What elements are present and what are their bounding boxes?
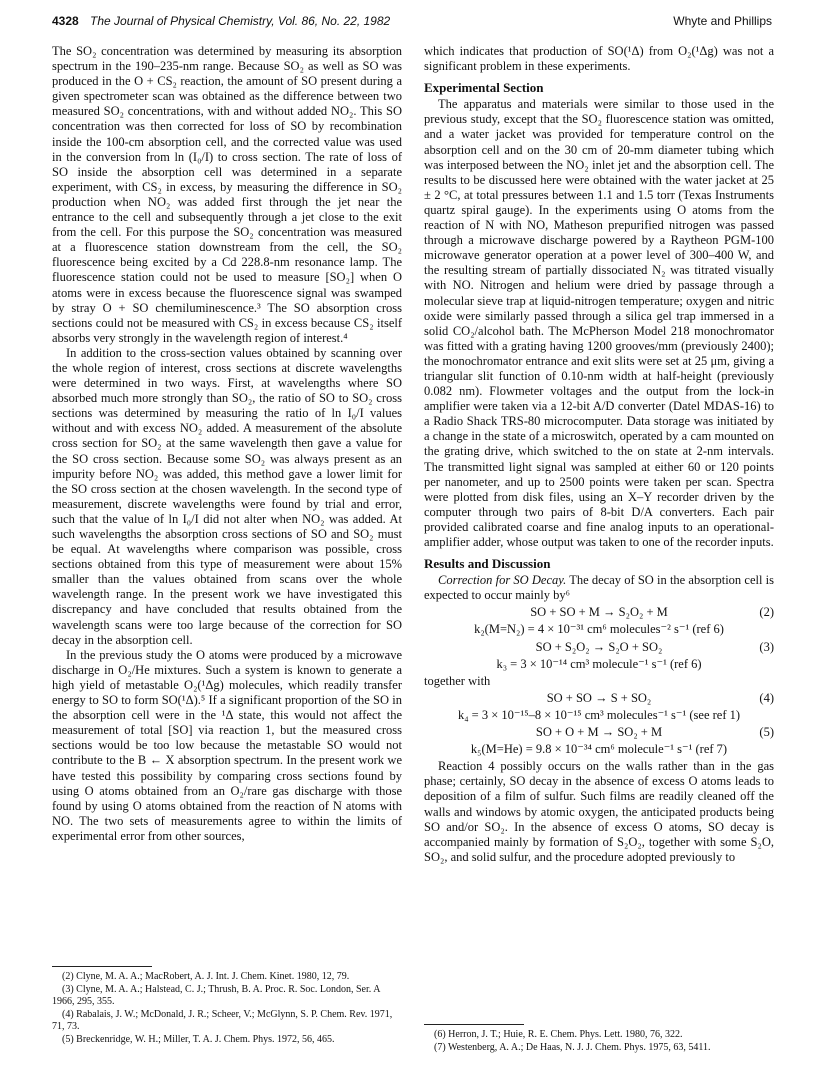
section-heading-results: Results and Discussion bbox=[424, 556, 551, 572]
body-paragraph: Reaction 4 possibly occurs on the walls rather than in the gas phase; certainly, SO decay in the absence of excess O atoms leads to deposition of a film of sulfur. Such films are readily cleaned off the walls and windows by atomic oxygen, the anticipated products being SO and/or SO₂. In the absence of excess O atoms, SO decay is accompanied mainly by formation of S₂O₂, together with some S₂O, SO₂, and solid sulfur, and the procedure adopted previously to bbox=[424, 759, 774, 864]
body-paragraph: The apparatus and materials were similar to those used in the previous study, except that the SO₂ fluorescence station was omitted, and a water jacket was provided for temperature control on the absorption cell and on the 30 cm of 20-mm diameter tubing which was interposed between the NO₂ inlet jet and the absorption cell. The results to be discussed here were obtained with the water jacket at 25 ± 2 °C, at total pressures between 1.1 and 1.5 torr (Texas Instruments quartz spiral gauge). In the experiments using O atoms from the reaction of N with NO, Matheson prepurified nitrogen was passed through a microwave discharge powered by a Raytheon PGM-100 microwave generator operation at a power level of 300–400 W, and the resulting stream of partially dissociated N₂ was titrated visually with NO. Nitrogen and helium were dried by passage through a molecular sieve trap at liquid-nitrogen temperature; oxygen and nitric oxide were similarly passed through a silica gel trap immersed in a solid CO₂/alcohol bath. The McPherson Model 218 monochromator was fitted with a grating having 1200 grooves/mm (previously 2400); the monochromator entrance and exit slits were set at 25 μm, giving a triangular slit function of 0.10-nm width at half-height (previously 0.082 nm). Flowmeter voltages and the output from the lock-in amplifier were taken via a 12-bit A/D converter (Datel MDAS-16) to a Radio Shack TRS-80 microcomputer. Data storage was initiated by a change in the state of a microswitch, operated by a cam mounted on the grating drive, which switched to the on state at 2-nm intervals. The transmitted light signal was sampled at either 60 or 120 points per nanometer, and up to 2500 points were taken per scan. Spectra were plotted from disk files, using an X–Y recorder driven by the computer through two pairs of 8-bit D/A converters. Each pair provided calibrated coarse and fine analog inputs to an operational-amplifier adder, whose output was taken to one of the recorder inputs. bbox=[424, 97, 774, 549]
running-authors: Whyte and Phillips bbox=[673, 14, 772, 28]
body-paragraph: In the previous study the O atoms were produced by a microwave discharge in O₂/He mixtures. Such a system is known to generate a high yield of metastable O₂(¹Δg) molecules, which readily transfer energy to SO to form SO(¹Δ).⁵ If a significant proportion of the SO in the absorption cell were in the ¹Δ state, this would not affect the measurement of total [SO] via reaction 1, but the measured cross sections would be too low because the metastable SO would not contribute to the B ← X absorption spectrum. In the present work we have tested this possibility by comparing cross sections found by using O atoms obtained from an O₂/rare gas discharge with those found by using O atoms obtained from the reaction of N atoms with NO. The two sets of measurements agree to within the limits of experimental error from other sources, bbox=[52, 647, 402, 843]
right-column bbox=[424, 44, 774, 865]
equation-text: SO + SO + M → S₂O₂ + M bbox=[530, 605, 668, 620]
footnote-rule bbox=[424, 1024, 524, 1025]
equation-number: (3) bbox=[759, 639, 774, 654]
equation-4 bbox=[424, 691, 774, 706]
equation-3 bbox=[424, 640, 774, 655]
footnotes-right bbox=[424, 1024, 774, 1055]
rate-constant-k2: k₂(M=N₂) = 4 × 10⁻³¹ cm⁶ molecules⁻² s⁻¹ (ref 6) bbox=[474, 622, 724, 637]
rate-constant-k4: k₄ = 3 × 10⁻¹⁵–8 × 10⁻¹⁵ cm³ molecules⁻¹ s⁻¹ (see ref 1) bbox=[457, 707, 741, 722]
footnote: (7) Westenberg, A. A.; De Haas, N. J. J. Chem. Phys. 1975, 63, 5411. bbox=[434, 1042, 711, 1053]
journal-citation: The Journal of Physical Chemistry, Vol. 86, No. 22, 1982 bbox=[90, 14, 391, 28]
left-column bbox=[52, 44, 402, 844]
footnote-rule bbox=[52, 966, 152, 967]
body-paragraph bbox=[424, 573, 774, 603]
equation-text: SO + O + M → SO₂ + M bbox=[535, 725, 663, 740]
equation-text: SO + SO → S + SO₂ bbox=[546, 690, 652, 705]
equation-5 bbox=[424, 725, 774, 740]
body-paragraph: In addition to the cross-section values obtained by scanning over the whole region of interest, cross sections at discrete wavelengths were determined in two ways. First, at wavelengths where SO absorbed much more strongly than SO₂, the ratio of SO to SO₂ cross sections was determined by measuring the ratio of ln I₀/I values without and with excess NO₂ added. A measurement of the absolute cross section for SO₂ at the same wavelength then gave a value for the SO cross section. Because some SO₂ was always present as an impurity before NO₂ was added, this method gave a lower limit for the SO cross section at the chosen wavelength. In the second type of measurement, discrete wavelengths were found by trial and error, such that the value of ln I₀/I did not alter when NO₂ was added. At such wavelengths the absorption cross sections of SO and SO₂ must be equal. At wavelengths where comparison was possible, cross sections obtained from this type of measurement were about 15% smaller than the values obtained from scans over the whole wavelength range. In the present work we have investigated this discrepancy and have concluded that results obtained from the wavelength scans were too large because of the correction for SO decay in the absorption cell. bbox=[52, 345, 402, 647]
footnote: (4) Rabalais, J. W.; McDonald, J. R.; Scheer, V.; McGlynn, S. P. Chem. Rev. 1971, 71, 73. bbox=[52, 1009, 393, 1032]
running-header bbox=[52, 14, 772, 32]
footnote: (3) Clyne, M. A. A.; Halstead, C. J.; Thrush, B. A. Proc. R. Soc. London, Ser. A 1966, 295, 355. bbox=[52, 984, 380, 1007]
equation-number: (4) bbox=[759, 690, 774, 705]
rate-constant-k3: k₃ = 3 × 10⁻¹⁴ cm³ molecule⁻¹ s⁻¹ (ref 6) bbox=[496, 656, 702, 671]
body-paragraph: The SO₂ concentration was determined by measuring its absorption spectrum in the 190–235-nm range. Because SO₂ as well as SO was produced in the O + CS₂ reaction, the amount of SO present during a given spectrometer scan was obtained as the difference between two measured SO₂ concentrations, with and without added NO₂. This SO concentration was then corrected for loss of SO by recombination inside the 100-cm absorption cell, and the corrected value was used in the conversion from ln (I₀/I) to cross section. The rate of loss of SO inside the absorption cell was determined in a separate experiment, with CS₂ in excess, by measuring the difference in SO₂ production when NO₂ was added first through the jet near the entrance to the cell and subsequently through a jet close to the exit from the cell. For this purpose the SO₂ concentration was measured at a fluorescence station downstream from the cell, the SO₂ fluorescence being excited by a Cd 228.8-nm resonance lamp. The fluorescence station could not be used to measure [SO₂] when O atoms were in excess because the fluorescence signal was swamped by stray O + SO chemiluminescence.³ The SO absorption cross sections could not be measured with CS₂ in excess because CS₂ itself absorbs very strongly in the wavelength region of interest.⁴ bbox=[52, 44, 402, 345]
footnote: (2) Clyne, M. A. A.; MacRobert, A. J. Int. J. Chem. Kinet. 1980, 12, 79. bbox=[62, 971, 350, 982]
rate-constant-k5: k₅(M=He) = 9.8 × 10⁻³⁴ cm⁶ molecule⁻¹ s⁻¹ (ref 7) bbox=[470, 742, 728, 757]
together-with-text: together with bbox=[424, 673, 491, 688]
equation-number: (2) bbox=[759, 605, 774, 620]
subsection-heading: Correction for SO Decay. bbox=[438, 573, 567, 588]
equation-number: (5) bbox=[759, 725, 774, 740]
section-heading-experimental: Experimental Section bbox=[424, 80, 544, 96]
equation-text: SO + S₂O₂ → S₂O + SO₂ bbox=[535, 639, 663, 654]
results-intro: The decay of SO in the absorption cell is expected to occur mainly by⁶ bbox=[424, 573, 774, 603]
body-paragraph: which indicates that production of SO(¹Δ) from O₂(¹Δg) was not a significant problem in these experiments. bbox=[424, 44, 774, 74]
page-number: 4328 bbox=[52, 14, 79, 28]
footnote: (5) Breckenridge, W. H.; Miller, T. A. J. Chem. Phys. 1972, 56, 465. bbox=[62, 1034, 335, 1045]
footnotes-left bbox=[52, 966, 402, 1047]
equation-2 bbox=[424, 605, 774, 620]
footnote: (6) Herron, J. T.; Huie, R. E. Chem. Phys. Lett. 1980, 76, 322. bbox=[434, 1029, 683, 1040]
